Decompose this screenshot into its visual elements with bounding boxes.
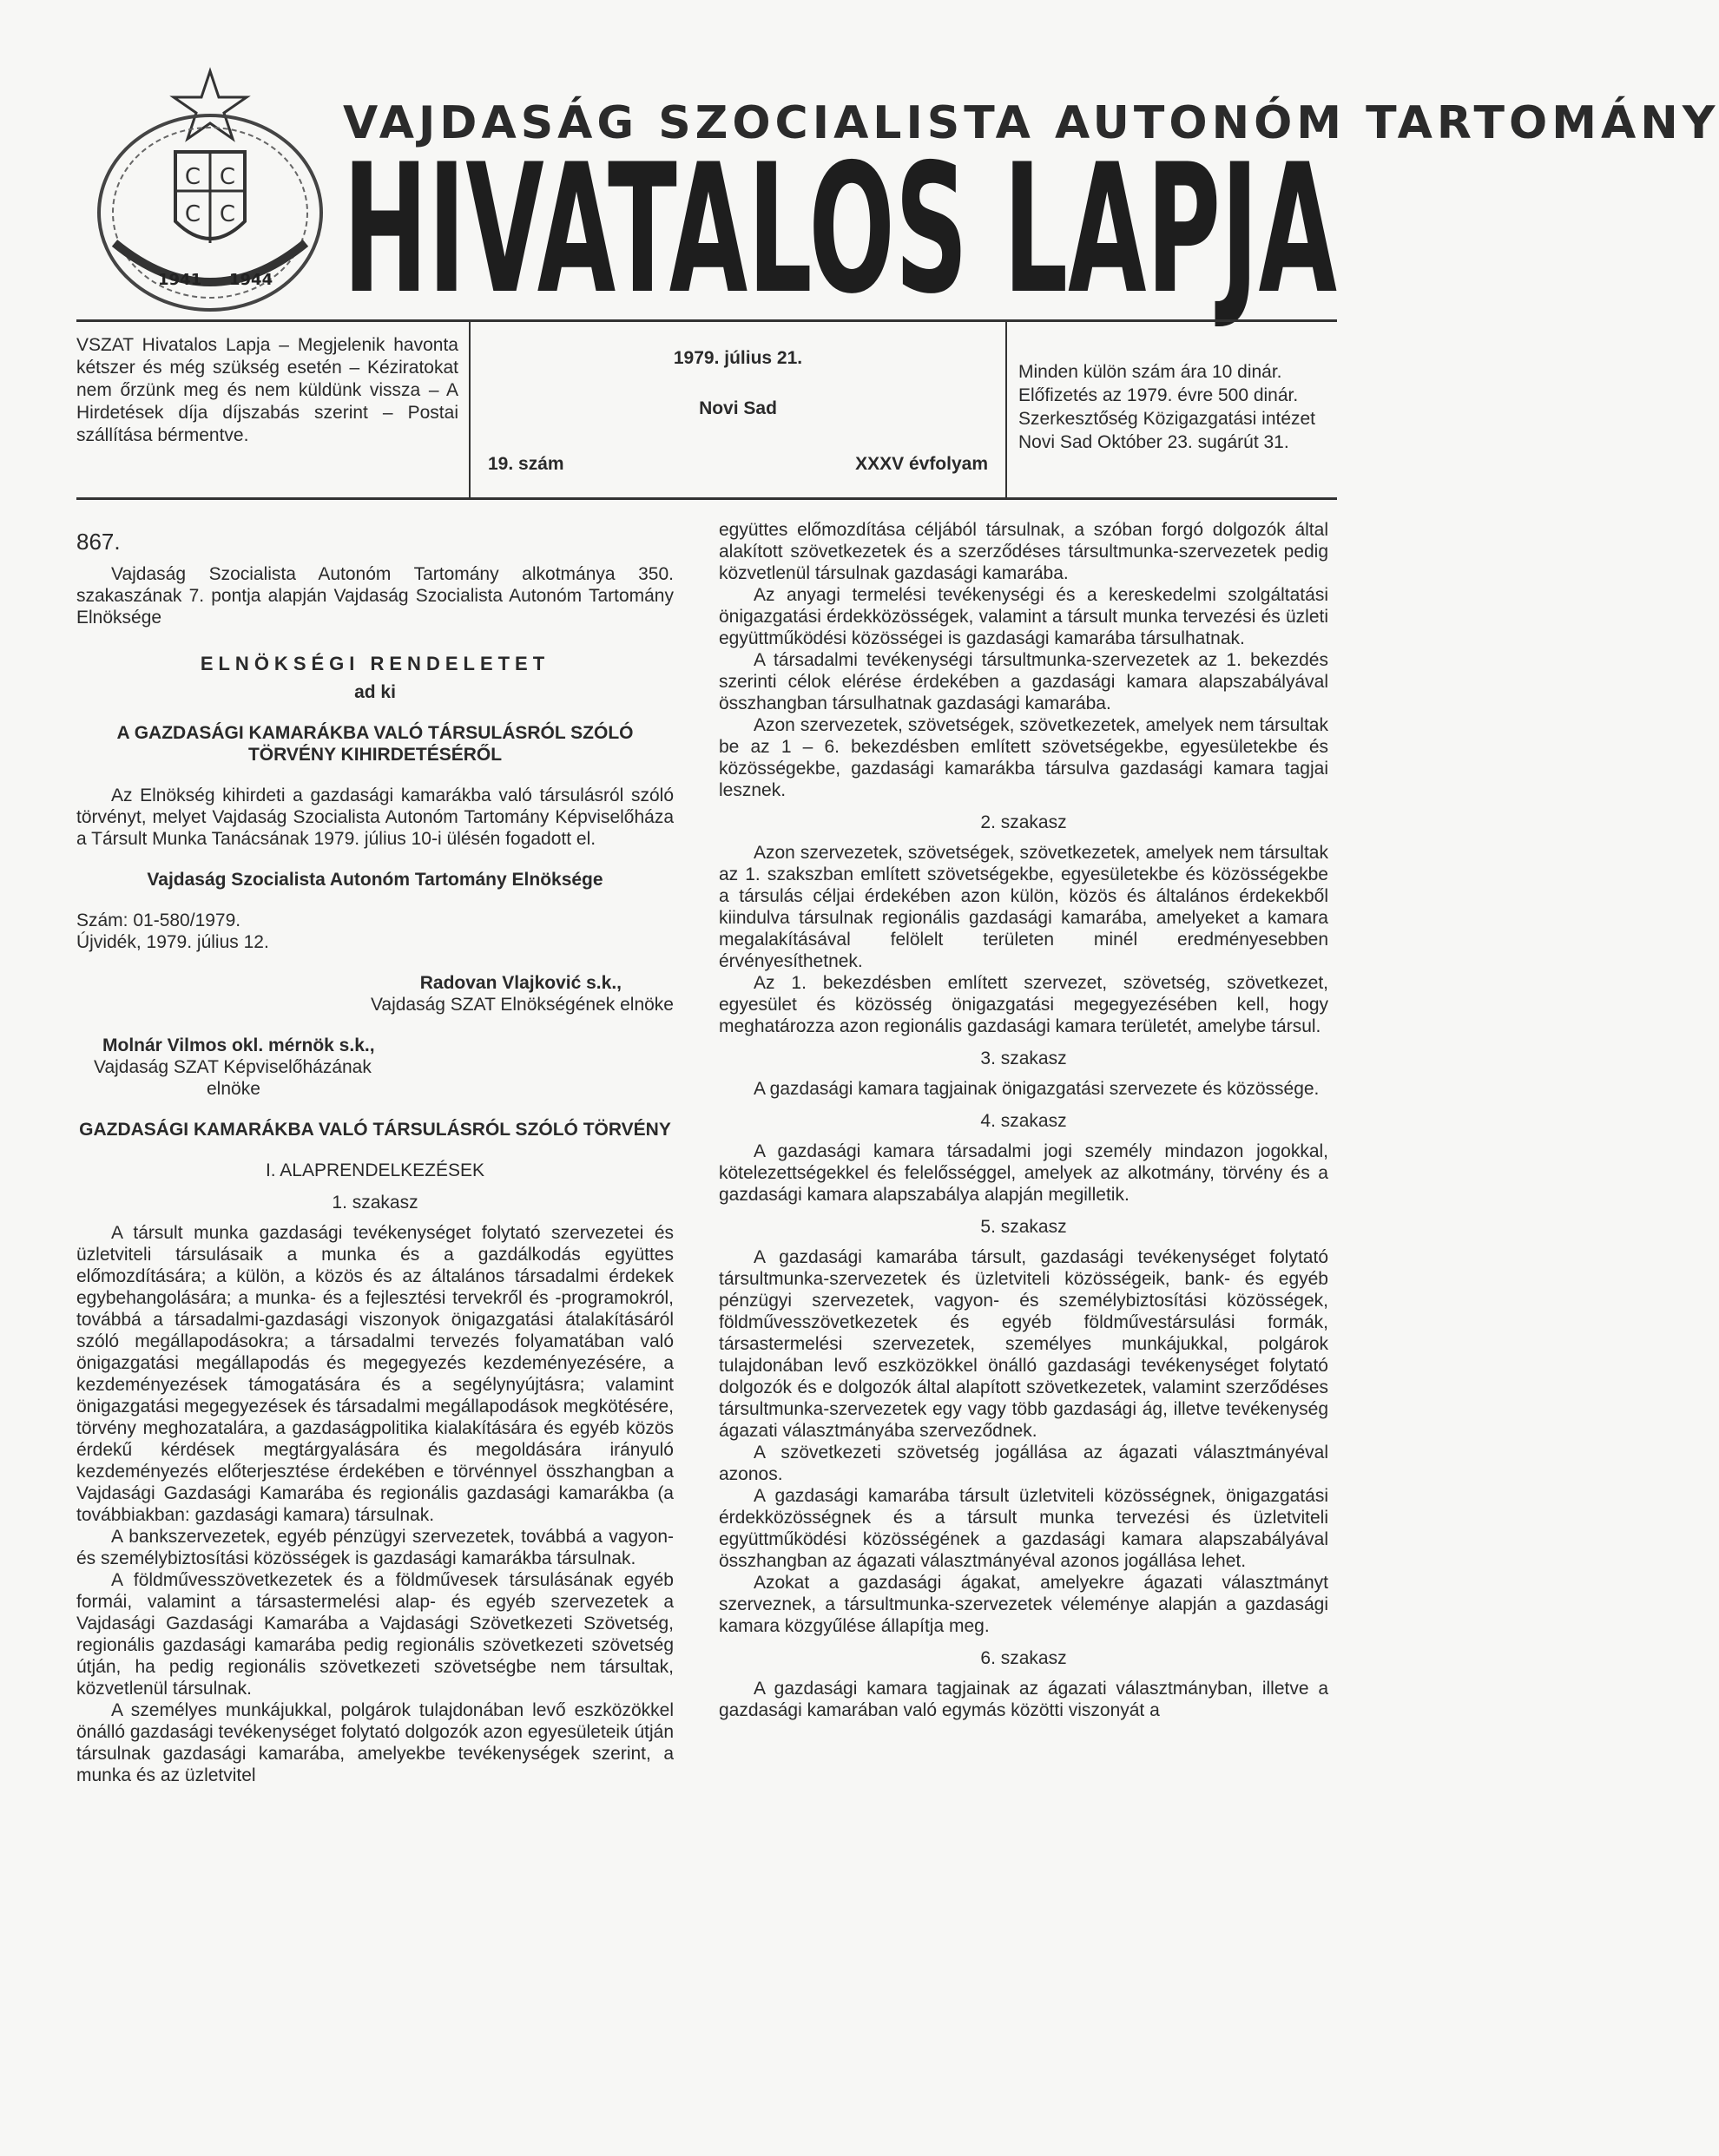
intro-paragraph: Vajdaság Szocialista Autonóm Tartomány alkotmánya 350. szakaszának 7. pontja alapján Vajdaság Szocialista Autonóm Tartomány Elnöksége [76, 564, 674, 628]
paragraph: Az 1. bekezdésben említett szervezet, szövetség, szövetkezet, egyesület és közösség önigazgatási megegyezésében kell, hogy meghatározza azon regionális gazdasági kamara területét, amelybe társul. [719, 973, 1328, 1036]
chapter-heading: I. ALAPRENDELKEZÉSEK [265, 1160, 485, 1180]
signer1-title: Vajdaság SZAT Elnökségének elnöke [370, 995, 674, 1015]
reference-place-date: Újvidék, 1979. július 12. [76, 932, 269, 952]
paragraph: A társult munka gazdasági tevékenységet folytató szervezetei és üzletviteli társulásaik a munka és a gazdálkodás együttes előmozdítására; a külön, a közös és az általános társadalmi érdekek egybehangolására; a munka- és a fejlesztési tervekről és -programokról, továbbá a társadalmi-gazdasági viszonyok önigazgatási átalakításáról szóló megállapodásokra; a társadalmi tervezés folyamatában való önigazgatási megállapodás és megegyezés kezdeményezésére, a kezdeményezések támogatására és a segélynyújtásra; valamint önigazgatási megegyezések és társadalmi megállapodások megkötésére, törvény meghozatalára, a gazdaságpolitika kialakítására és egyéb közös érdekű kérdések megtárgyalására és megoldására irányuló kezdeményezés előterjesztése érdekében e törvénnyel összhangban a Vajdasági Gazdasági Kamarába és regionális gazdasági kamarákba (a továbbiakban: gazdasági kamara) társulnak. [76, 1223, 674, 1525]
paragraph: A gazdasági kamara tagjainak az ágazati választmányban, illetve a gazdasági kamarában való egymás közötti viszonyát a [719, 1679, 1328, 1720]
issue-volume: XXXV évfolyam [855, 454, 988, 474]
section-3-heading: 3. szakasz [980, 1048, 1067, 1068]
decree-title: A GAZDASÁGI KAMARÁKBA VALÓ TÁRSULÁSRÓL SZÓLÓ TÖRVÉNY KIHIRDETÉSÉRŐL [116, 723, 634, 765]
masthead-big-title [343, 127, 1341, 333]
paragraph: A gazdasági kamarába társult üzletviteli közösségnek, önigazgatási érdekközösségnek és a társult munka tervezési és üzletviteli együttműködési közösségének a gazdasági kamara alapszabályával összhangban az ágazati választmányéval azonos jogállása lehet. [719, 1486, 1328, 1571]
masthead-top-line: VAJDASÁG SZOCIALISTA AUTONÓM TARTOMÁNY [343, 97, 1719, 149]
emblem-year-2: 1944 [229, 271, 273, 289]
paragraph: A bankszervezetek, egyéb pénzügyi szervezetek, továbbá a vagyon- és személybiztosítási közösségek is gazdasági kamarákba társulnak. [76, 1527, 674, 1568]
paragraph: A gazdasági kamara társadalmi jogi személy mindazon jogokkal, kötelezettségekkel és felelősséggel, amelyek az alkotmány, törvény és a gazdasági kamara alapszabálya alapján megilletik. [719, 1141, 1328, 1205]
reference-number: Szám: 01-580/1979. [76, 910, 241, 930]
section-6-heading: 6. szakasz [980, 1648, 1067, 1668]
svg-text:C: C [184, 164, 201, 190]
masthead-big-title-text: HIVATALOS LAPJA [343, 127, 1337, 333]
svg-text:C: C [219, 201, 236, 227]
section-5-heading: 5. szakasz [980, 1217, 1067, 1237]
section-4-heading: 4. szakasz [980, 1111, 1067, 1131]
issue-number: 19. szám [488, 454, 564, 474]
svg-text:C: C [219, 164, 236, 190]
header-info-box [76, 319, 1337, 500]
signer2-title-2: elnöke [207, 1079, 260, 1099]
paragraph: Az anyagi termelési tevékenységi és a kereskedelmi szolgáltatási önigazgatási érdekközösségek, valamint a társult munka tervezési és üzleti együttműködési közösségei is gazdasági kamarába társulhatnak. [719, 585, 1328, 648]
ad-ki: ad ki [354, 682, 396, 702]
signer2-title-1: Vajdaság SZAT Képviselőházának [94, 1057, 372, 1077]
subscription-info: Minden külön szám ára 10 dinár. Előfizetés az 1979. évre 500 dinár. Szerkesztőség Közigazgatási intézet Novi Sad Október 23. sugárút 31. [1018, 362, 1316, 452]
decree-heading: ELNÖKSÉGI RENDELETET [200, 653, 550, 674]
paragraph: együttes előmozdítása céljából társulnak, a szóban forgó dolgozók által alakított szövetkezetek és a szerződéses társultmunka-szervezetek pedig közvetlenül társulnak gazdasági kamarába. [719, 520, 1328, 583]
svg-text:C: C [184, 201, 201, 227]
paragraph: Azokat a gazdasági ágakat, amelyekre ágazati választmányt szerveznek, a társultmunka-szervezetek véleménye alapján a gazdasági kamara közgyűlése állapítja meg. [719, 1573, 1328, 1636]
paragraph: A szövetkezeti szövetség jogállása az ágazati választmányéval azonos. [719, 1443, 1328, 1484]
paragraph: A személyes munkájukkal, polgárok tulajdonában levő eszközökkel önálló gazdasági tevékenységet folytató dolgozók azon egyesületeik útján társulnak gazdasági kamarába, amelyekbe tevékenységek szerint, a munka és az üzletvitel [76, 1700, 674, 1785]
section-2-heading: 2. szakasz [980, 812, 1067, 832]
paragraph: A földművesszövetkezetek és a földművesek társulásának egyéb formái, valamint a társastermelési alap- és egyéb szervezetek a Vajdasági Gazdasági Kamarába a Vajdasági Szövetkezeti Szövetség, regionális gazdasági kamarába pedig regionális szövetkezeti szövetség útján, ha pedig regionális szövetkezeti szövetségbe nem társultak, közvetlenül társulnak. [76, 1570, 674, 1699]
law-title: GAZDASÁGI KAMARÁKBA VALÓ TÁRSULÁSRÓL SZÓLÓ TÖRVÉNY [79, 1120, 671, 1140]
paragraph: Azon szervezetek, szövetségek, szövetkezetek, amelyek nem társultak be az 1 – 6. bekezdésben említett szövetségekbe, egyesületekbe és közösségekbe, gazdasági kamarákba társulva gazdasági kamara tagjai lesznek. [719, 715, 1328, 800]
decree-text: Az Elnökség kihirdeti a gazdasági kamarákba való társulásról szóló törvényt, melyet Vajdaság Szocialista Autonóm Tartomány Képviselőháza a Társult Munka Tanácsának 1979. július 10-i ülésén fogadott el. [76, 785, 674, 849]
right-column [719, 519, 1328, 1721]
paragraph: A gazdasági kamara tagjainak önigazgatási szervezete és közössége. [754, 1079, 1320, 1099]
paragraph: A társadalmi tevékenységi társultmunka-szervezetek az 1. bekezdés szerinti célok elérése érdekében a gazdasági kamara alapszabályával összhangban társulhatnak gazdasági kamarába. [719, 650, 1328, 713]
signer2-name: Molnár Vilmos okl. mérnök s.k., [102, 1035, 375, 1055]
issue-details [469, 322, 1007, 497]
section-1-heading: 1. szakasz [332, 1193, 418, 1213]
coat-of-arms-emblem [80, 69, 340, 330]
item-number: 867. [76, 529, 121, 555]
presidency-signature: Vajdaság Szocialista Autonóm Tartomány Elnöksége [147, 870, 603, 890]
signer1-name: Radovan Vlajković s.k., [419, 973, 622, 993]
paragraph: A gazdasági kamarába társult, gazdasági tevékenységet folytató társultmunka-szervezetek és üzletviteli közösségeik, bank- és egyéb pénzügyi szervezetek, vagyon- és személybiztosítási közösségek, földművesszövetkezetek és egyéb földművestársulási formák, társastermelési szervezetek, személyes munkájukkal, polgárok tulajdonában levő eszközökkel önálló gazdasági tevékenységet folytató dolgozók és e dolgozók által alapított szövetkezetek, valamint szerződéses társultmunka-szervezetek egy vagy több gazdasági ág, illetve tevékenység ágazati választmányába szerveződnek. [719, 1247, 1328, 1441]
issue-place: Novi Sad [699, 398, 777, 418]
issue-date: 1979. július 21. [673, 348, 803, 368]
publication-notice: VSZAT Hivatalos Lapja – Megjelenik havonta kétszer és még szükség esetén – Kéziratokat nem őrzünk meg és nem küldünk vissza – A Hirdetések díja díjszabás szerint – Postai szállítása bérmentve. [76, 335, 458, 445]
emblem-year-1: 1941 [158, 271, 202, 289]
paragraph: Azon szervezetek, szövetségek, szövetkezetek, amelyek nem társultak az 1. szakszban említett szövetségekbe, egyesületekbe és közösségekbe a társulás céljai érdekében azon külön, közös és általános érdekekből kiindulva társulnak regionális gazdasági kamarába, amelyeket a kamara megalakításával felölelt területen minél eredményesebben érvényesíthetnek. [719, 843, 1328, 971]
left-column [76, 519, 674, 1786]
